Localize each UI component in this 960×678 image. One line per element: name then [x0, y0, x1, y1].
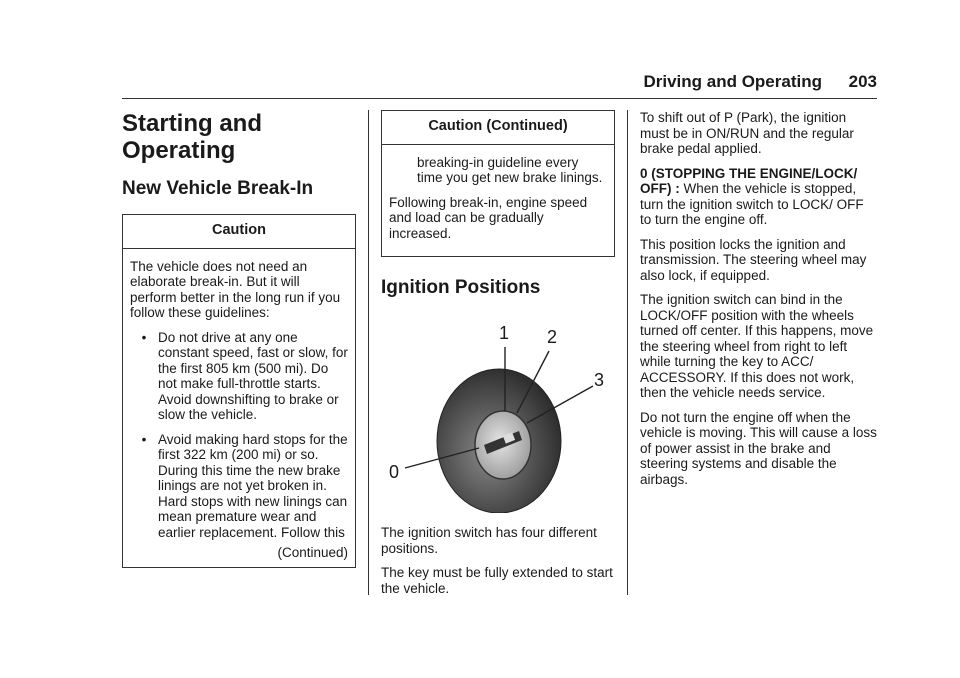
continued-label: (Continued): [277, 545, 348, 560]
lock-para: This position locks the ignition and transmission. The steering wheel may also lock, if equipped.: [640, 236, 867, 283]
subsection-title: New Vehicle Break-In: [122, 178, 314, 199]
caution-box-continued: [381, 110, 615, 257]
position-2-label: 2: [547, 327, 558, 347]
position-1-label: 1: [499, 323, 510, 343]
ignition-positions-title: Ignition Positions: [381, 277, 541, 298]
position-0-text: When the vehicle is stopped, turn the ignition switch to LOCK/ OFF to turn the engine off.: [640, 181, 864, 227]
caution-body: [123, 249, 355, 567]
bullet-text: Do not drive at any one constant speed, fast or slow, for the first 805 km (500 mi). Do not make full-throttle starts. Avoid downshifting to brake or slow the vehicle.: [158, 329, 348, 422]
column-divider-1: [368, 110, 369, 595]
caution-bullet: [130, 330, 348, 423]
caution-heading: Caution: [123, 215, 355, 249]
ignition-para-1: The ignition switch has four different positions.: [381, 525, 597, 556]
position-0-term: 0 (STOPPING THE ENGINE/LOCK/ OFF) :: [640, 165, 858, 196]
position-0-label: 0: [389, 462, 400, 482]
caution-after-text: Following break-in, engine speed and load can be gradually increased.: [389, 194, 588, 241]
section-title-line2: Operating: [122, 137, 236, 164]
bind-para: The ignition switch can bind in the LOCK/OFF position with the wheels turned off center. If this happens, move the steering wheel from right to left while turning the key to ACC/ ACCESSORY. If this does not work, then the vehicle needs service.: [640, 292, 874, 400]
section-title: [122, 110, 356, 164]
caution-box: [122, 214, 356, 568]
running-header-title: Driving and Operating: [643, 72, 822, 91]
caution-intro: The vehicle does not need an elaborate break-in. But it will perform better in the long run if you follow these guidelines:: [130, 258, 341, 320]
header-rule: [122, 98, 877, 99]
ignition-switch-illustration: [381, 313, 615, 513]
caution-continued-text: breaking-in guideline every time you get new brake linings.: [417, 154, 603, 185]
ignition-switch-figure: [381, 313, 615, 513]
column-1: [122, 110, 356, 568]
column-divider-2: [627, 110, 628, 595]
section-title-line1: Starting and: [122, 110, 263, 137]
column-2: [381, 110, 615, 605]
ignition-para-2: The key must be fully extended to start the vehicle.: [381, 565, 613, 596]
engine-off-warning-para: Do not turn the engine off when the vehicle is moving. This will cause a loss of power assist in the brake and steering systems and disable the airbags.: [640, 409, 877, 487]
bullet-icon: •: [141, 329, 147, 345]
shift-park-para: To shift out of P (Park), the ignition must be in ON/RUN and the regular brake pedal applied.: [640, 110, 854, 156]
caution-bullet: [130, 432, 348, 541]
bullet-icon: •: [141, 431, 147, 447]
position-0-description: [640, 166, 878, 228]
caution-body-continued: [382, 145, 614, 257]
page-number: 203: [848, 72, 877, 91]
caution-heading-continued: Caution (Continued): [382, 111, 614, 145]
column-3: [640, 110, 878, 496]
bullet-text: Avoid making hard stops for the first 322 km (200 mi) or so. During this time the new brake linings are not yet broken in. Hard stops with new linings can mean premature wear and earlier replacement. Follow this: [158, 431, 348, 540]
position-3-label: 3: [594, 370, 605, 390]
